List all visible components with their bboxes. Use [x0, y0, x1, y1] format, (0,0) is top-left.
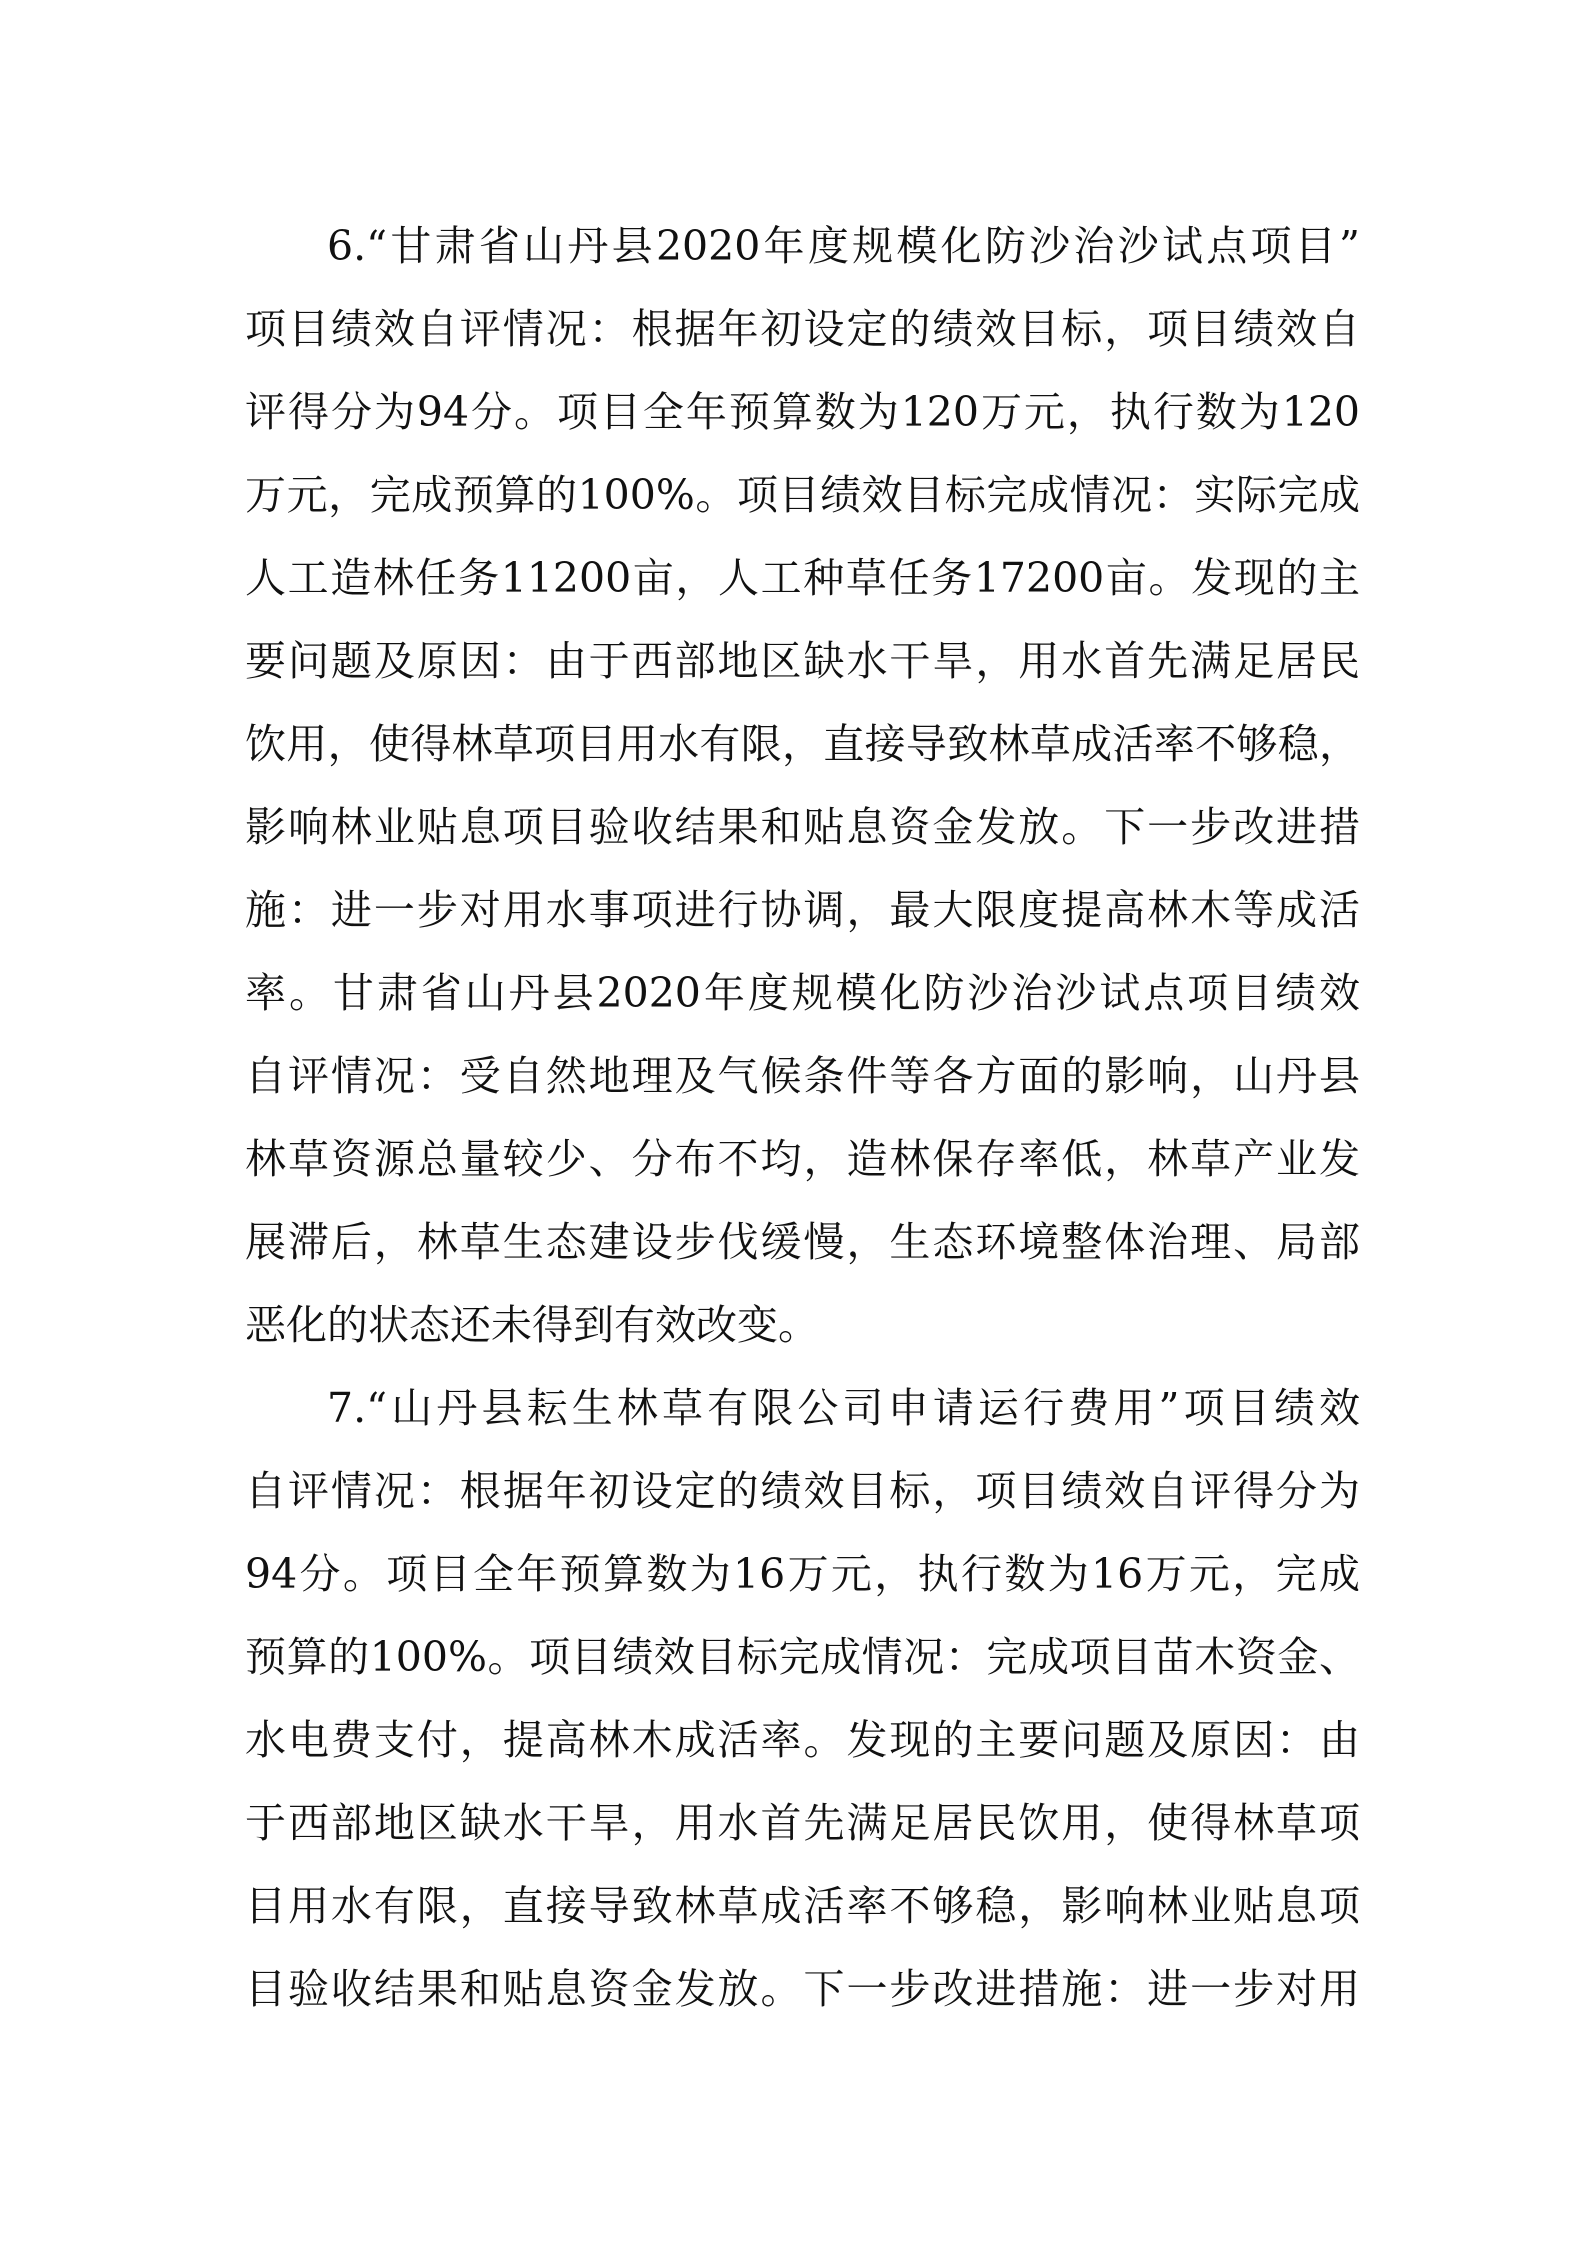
text-line: 自评情况：受自然地理及气候条件等各方面的影响，山丹县 — [245, 1052, 1360, 1100]
document-body — [245, 205, 1360, 2031]
text-line: 7.“山丹县耘生林草有限公司申请运行费用”项目绩效 — [327, 1384, 1360, 1432]
text-line: 6.“甘肃省山丹县2020年度规模化防沙治沙试点项目” — [327, 222, 1360, 270]
text-line: 预算的100%。项目绩效目标完成情况：完成项目苗木资金、 — [245, 1633, 1360, 1681]
text-line: 目验收结果和贴息资金发放。下一步改进措施：进一步对用 — [245, 1965, 1360, 2013]
text-line: 评得分为94分。项目全年预算数为120万元，执行数为120 — [245, 388, 1360, 436]
text-line: 饮用，使得林草项目用水有限，直接导致林草成活率不够稳， — [245, 720, 1360, 768]
text-line: 项目绩效自评情况：根据年初设定的绩效目标，项目绩效自 — [245, 305, 1360, 353]
text-line: 林草资源总量较少、分布不均，造林保存率低，林草产业发 — [245, 1135, 1360, 1183]
text-line: 展滞后，林草生态建设步伐缓慢，生态环境整体治理、局部 — [245, 1218, 1360, 1266]
text-line: 万元，完成预算的100%。项目绩效目标完成情况：实际完成 — [245, 471, 1360, 519]
text-line: 自评情况：根据年初设定的绩效目标，项目绩效自评得分为 — [245, 1467, 1360, 1515]
text-line: 影响林业贴息项目验收结果和贴息资金发放。下一步改进措 — [245, 803, 1360, 851]
text-line: 人工造林任务11200亩，人工种草任务17200亩。发现的主 — [245, 554, 1360, 602]
text-line: 恶化的状态还未得到有效改变。 — [245, 1301, 819, 1349]
text-line: 目用水有限，直接导致林草成活率不够稳，影响林业贴息项 — [245, 1882, 1360, 1930]
text-line: 要问题及原因：由于西部地区缺水干旱，用水首先满足居民 — [245, 637, 1360, 685]
paragraph-item-7 — [245, 1367, 1360, 2031]
text-line: 水电费支付，提高林木成活率。发现的主要问题及原因：由 — [245, 1716, 1360, 1764]
text-line: 施：进一步对用水事项进行协调，最大限度提高林木等成活 — [245, 886, 1360, 934]
text-line: 率。甘肃省山丹县2020年度规模化防沙治沙试点项目绩效 — [245, 969, 1360, 1017]
text-line: 94分。项目全年预算数为16万元，执行数为16万元，完成 — [245, 1550, 1360, 1598]
text-line: 于西部地区缺水干旱，用水首先满足居民饮用，使得林草项 — [245, 1799, 1360, 1847]
paragraph-item-6 — [245, 205, 1360, 1367]
